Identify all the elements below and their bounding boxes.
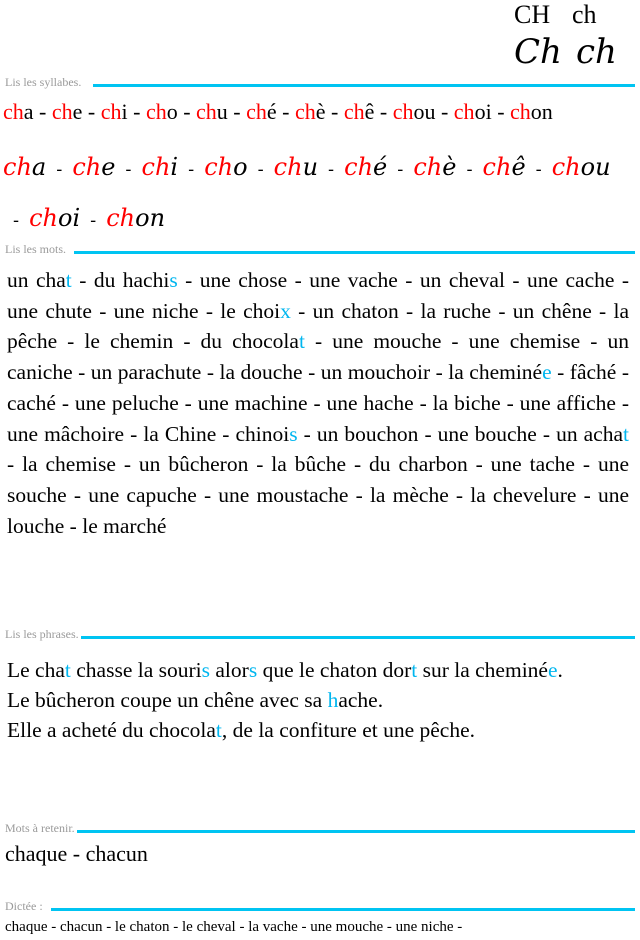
vowel: u [216, 99, 228, 124]
syllable [552, 153, 611, 181]
grapheme: ch [29, 204, 58, 232]
vowel: e [101, 153, 116, 181]
vowel: o [166, 99, 178, 124]
grapheme: ch [344, 153, 374, 181]
vowel: è [315, 99, 326, 124]
vowel: on [530, 99, 553, 124]
script-uppercase: Ch [514, 32, 562, 72]
text-run: un cha [7, 268, 66, 292]
separator: - [188, 159, 195, 180]
grapheme: ch [204, 153, 234, 181]
silent-letter: t [65, 268, 72, 292]
separator: - [33, 99, 52, 124]
vowel: u [302, 153, 319, 181]
text-run: Elle a acheté du chocola [7, 718, 216, 742]
syllable [146, 99, 178, 124]
section-header-dictee [5, 900, 635, 912]
dictation-text: chaque - chacun - le chaton - le cheval - la vache - une mouche - une niche - [5, 919, 463, 935]
syllable [510, 99, 553, 124]
section-rule [93, 84, 635, 87]
grapheme: ch [141, 153, 171, 181]
vowel: é [266, 99, 277, 124]
separator: - [13, 210, 20, 231]
syllable [344, 99, 375, 124]
grapheme: ch [196, 99, 217, 124]
text-run: Le cha [7, 658, 65, 682]
text-run: chasse la souri [70, 658, 202, 682]
vowel: oi [474, 99, 492, 124]
syllable [142, 153, 179, 181]
separator: - [227, 99, 247, 124]
text-run: alor [210, 658, 249, 682]
grapheme: ch [392, 99, 414, 124]
vowel: i [121, 99, 128, 124]
syllables-print [3, 98, 553, 126]
separator: - [328, 159, 335, 180]
grapheme: ch [510, 99, 531, 124]
vowel: ê [511, 153, 526, 181]
syllable [106, 204, 165, 232]
vowel: o [233, 153, 248, 181]
silent-letter: t [298, 329, 305, 354]
section-label: Mots à retenir. [5, 821, 75, 835]
text-run: - un bouchon - une bouche - un acha [297, 421, 624, 446]
separator: - [535, 159, 542, 180]
vowel: on [135, 204, 166, 232]
separator: - [435, 99, 454, 124]
silent-letter: s [289, 421, 298, 446]
print-lowercase: ch [572, 0, 597, 29]
text-run: que le chaton dor [257, 658, 412, 682]
grapheme: ch [246, 99, 267, 124]
print-letters [514, 0, 597, 30]
section-header-phrases [5, 628, 635, 640]
section-header-syllables [5, 76, 635, 88]
section-label: Dictée : [5, 899, 43, 913]
vowel: e [72, 99, 83, 124]
separator: - [257, 159, 264, 180]
separator: - [177, 99, 197, 124]
grapheme: ch [72, 153, 102, 181]
words-to-remember: chaque - chacun [5, 841, 148, 866]
syllable [196, 99, 228, 124]
separator: - [397, 159, 404, 180]
grapheme: ch [3, 99, 24, 124]
syllable [101, 99, 128, 124]
grapheme: ch [551, 153, 581, 181]
silent-letter: t [64, 658, 71, 682]
vowel: è [442, 153, 457, 181]
text-run: Le bûcheron coupe un chêne avec sa [7, 688, 328, 712]
syllable [3, 99, 34, 124]
grapheme: ch [3, 153, 32, 181]
grapheme: ch [482, 153, 512, 181]
phrase [7, 685, 629, 715]
text-run: sur la cheminé [417, 658, 548, 682]
vowel: ê [364, 99, 375, 124]
syllable [483, 153, 526, 181]
syllables-script [3, 143, 633, 245]
script-lowercase: ch [576, 32, 617, 72]
text-run: - un chaton - la ruche - un chêne - la pêche - le chemin - du chocola [7, 298, 629, 354]
silent-letter: h [327, 688, 339, 712]
syllable [413, 153, 456, 181]
vowel: oi [58, 204, 81, 232]
silent-letter: t [411, 658, 418, 682]
separator: - [491, 99, 511, 124]
vowel: ou [413, 99, 436, 124]
silent-letter: s [248, 658, 258, 682]
separator: - [466, 159, 473, 180]
vowel: i [170, 153, 179, 181]
text-run: - fâché - caché - une peluche - une machine - une hache - la biche - une affiche - une mâchoire - la Chine - chinoi [7, 360, 629, 446]
word-list [7, 265, 629, 541]
print-uppercase: CH [514, 0, 551, 29]
section-rule [74, 251, 635, 254]
separator: - [374, 99, 393, 124]
silent-letter: s [201, 658, 211, 682]
separator: - [56, 159, 63, 180]
phrase [7, 655, 629, 685]
text-run: - une chose - une vache - un cheval - une cache - une chute - une niche - le choi [7, 268, 630, 323]
grapheme: ch [145, 99, 167, 124]
section-rule [77, 830, 635, 833]
silent-letter: t [623, 421, 629, 446]
grapheme: ch [100, 99, 122, 124]
syllable [295, 99, 326, 124]
vowel: é [373, 153, 388, 181]
vowel: ou [580, 153, 611, 181]
section-rule [51, 908, 635, 911]
grapheme: ch [294, 99, 316, 124]
grapheme: ch [273, 153, 303, 181]
syllable [393, 99, 436, 124]
section-label: Lis les phrases. [5, 627, 79, 641]
syllable [274, 153, 318, 181]
vowel: a [23, 99, 34, 124]
silent-letter: x [280, 298, 291, 323]
silent-letter: e [542, 360, 552, 385]
separator: - [90, 210, 97, 231]
grapheme: ch [106, 204, 136, 232]
grapheme: ch [343, 99, 365, 124]
silent-letter: t [215, 718, 222, 742]
text-run: - du hachi [71, 268, 170, 292]
phrase-list [7, 655, 629, 745]
script-letters [514, 32, 617, 72]
section-label: Lis les syllabes. [5, 75, 82, 89]
separator: - [82, 99, 101, 124]
syllable [29, 204, 80, 232]
syllable [72, 153, 115, 181]
separator: - [276, 99, 295, 124]
text-run: . [557, 658, 563, 682]
separator: - [127, 99, 146, 124]
section-header-words [5, 243, 635, 255]
syllable [246, 99, 277, 124]
text-run: , de la confiture et une pêche. [221, 718, 476, 742]
grapheme: ch [413, 153, 443, 181]
phrase [7, 715, 629, 745]
syllable [52, 99, 83, 124]
grapheme-header [500, 0, 640, 80]
text-run: - la chemise - un bûcheron - la bûche - du charbon - une tache - une souche - une capuche - une moustache - la mèche - la chevelure - une louche - le marché [7, 452, 629, 538]
section-rule [81, 636, 635, 639]
grapheme: ch [453, 99, 475, 124]
separator: - [125, 159, 132, 180]
text-run: - une mouche - une chemise - un caniche - un parachute - la douche - un mouchoir - la cheminé [7, 329, 629, 385]
syllable [454, 99, 492, 124]
silent-letter: e [547, 658, 558, 682]
silent-letter: s [169, 268, 178, 292]
section-header-retenir [5, 822, 635, 834]
vowel: a [31, 153, 47, 181]
grapheme: ch [51, 99, 73, 124]
section-label: Lis les mots. [5, 242, 67, 256]
syllable [204, 153, 247, 181]
separator: - [325, 99, 344, 124]
text-run: ache. [338, 688, 384, 712]
syllable [344, 153, 387, 181]
syllable [3, 153, 46, 181]
